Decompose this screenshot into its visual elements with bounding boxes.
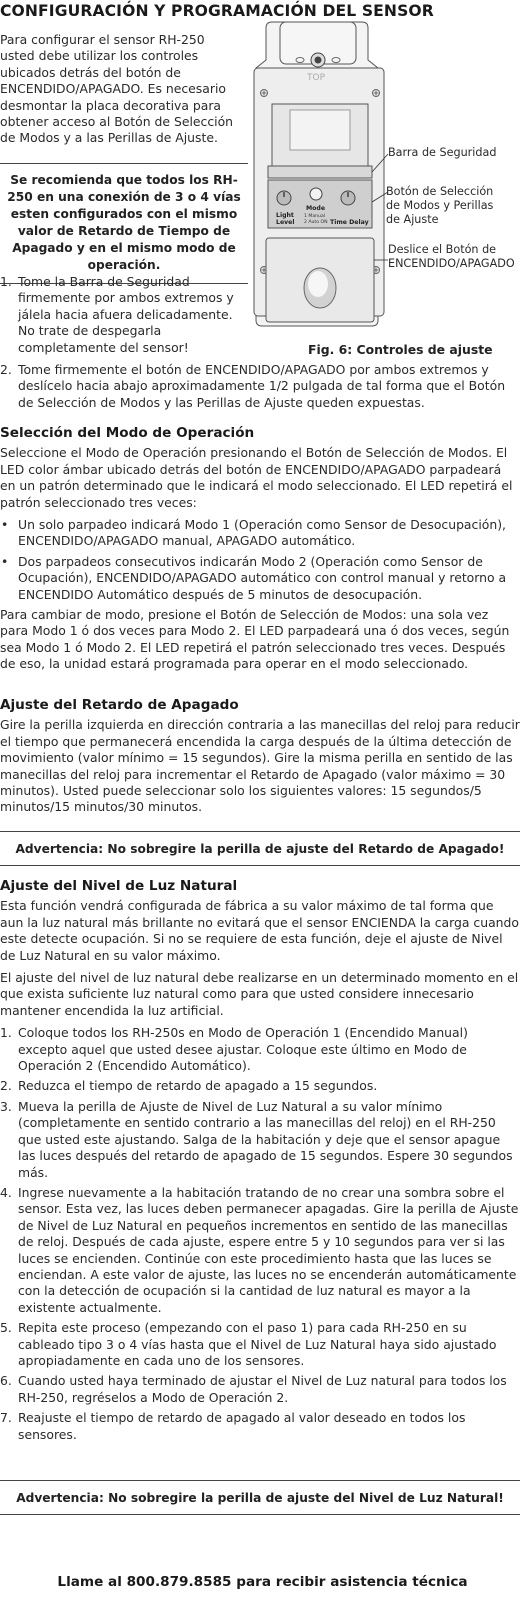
step-text: Ingrese nuevamente a la habitación tratando de no crear una sombra sobre el sensor. Esta vez, las luces deben permanecer apagadas. Gire la perilla de Ajuste de Nivel de Luz Natural en pequeños incrementos en sentido de las manecillas de reloj. Después de cada ajuste, espere entre 5 y 10 segundos para ver si las luces se encienden. Continúe con este procedimiento hasta que las luces se enciendan. A este valor de ajuste, las luces no se encenderán automáticamente con la detección de ocupación si la cantidad de luz natural es mayor a la existente actualmente.: [18, 1184, 519, 1315]
level-label: Level: [276, 219, 295, 226]
list-item: • Dos parpadeos consecutivos indicarán Modo 2 (Operación como Sensor de Ocupación), ENCENDIDO/APAGADO automático con control manual y retorno a ENCENDIDO Automático después de 5 minutos de desocupación.: [1, 553, 507, 602]
step-text: Repita este proceso (empezando con el paso 1) para cada RH-250 en su cableado tipo 3 o 4 vías hasta que el Nivel de Luz Natural haya sido ajustado apropiadamente en cada uno de los sensores.: [18, 1320, 497, 1368]
step-text: Tome firmemente el botón de ENCENDIDO/APAGADO por ambos extremos y deslícelo hacia abajo aproximadamente 1/2 pulgada de tal forma que el Botón de Selección de Modos y las Perillas de Ajuste queden expuestas.: [18, 362, 506, 410]
step-number: 2.: [0, 362, 12, 377]
time-delay-label: Time Delay: [330, 219, 369, 226]
step-text: Reduzca el tiempo de retardo de apagado a 15 segundos.: [18, 1078, 378, 1094]
step-number: 1.: [0, 1025, 12, 1041]
step-number: 5.: [0, 1320, 12, 1336]
manual-label: 1 Manual: [304, 214, 326, 219]
warning-light: Advertencia: No sobregire la perilla de ajuste del Nivel de Luz Natural!: [0, 1480, 520, 1515]
bullet-text: Dos parpadeos consecutivos indicarán Modo 2 (Operación como Sensor de Ocupación), ENCENDIDO/APAGADO automático con control manual y retorno a ENCENDIDO Automático después de 5 minutos de desocupación.: [18, 553, 507, 602]
list-item: [0, 1078, 520, 1094]
delay-section: [0, 697, 520, 822]
bullet-text: Un solo parpadeo indicará Modo 1 (Operación como Sensor de Desocupación), ENCENDIDO/APAGADO manual, APAGADO automático.: [18, 517, 506, 549]
delay-body: Gire la perilla izquierda en dirección contraria a las manecillas del reloj para reducir el tiempo que permanecerá encendida la carga después de la última detección de movimiento (valor mínimo = 15 segundos). Gire la misma perilla en sentido de las manecillas del reloj para incrementar el Retardo de Apagado (valor máximo = 30 minutos). Usted puede seleccionar solo los siguientes valores: 15 segundos/5 minutos/15 minutos/30 minutos.: [0, 717, 520, 815]
step-text: Tome la Barra de Seguridad firmemente por ambos extremos y jálela hacia afuera delicadamente. No trate de despegarla completamente del sensor!: [18, 274, 234, 355]
page-title: CONFIGURACIÓN Y PROGRAMACIÓN DEL SENSOR: [0, 2, 434, 20]
light-label: Light: [276, 212, 294, 219]
step-number: 1.: [0, 274, 12, 289]
step-text: Reajuste el tiempo de retardo de apagado al valor deseado en todos los sensores.: [18, 1410, 466, 1442]
figure-caption: Fig. 6: Controles de ajuste: [308, 342, 493, 357]
step-text: Cuando usted haya terminado de ajustar el Nivel de Luz natural para todos los RH-250, regréselos a Modo de Operación 2.: [18, 1373, 507, 1405]
mode-label: Mode: [306, 205, 326, 212]
light-steps: [0, 1025, 520, 1443]
footer-support-line: Llame al 800.879.8585 para recibir asistencia técnica: [57, 1574, 468, 1590]
step-text: Coloque todos los RH-250s en Modo de Operación 1 (Encendido Manual) excepto aquel que usted desee ajustar. Coloque este último en Modo de Operación 2 (Encendido Automático).: [18, 1025, 468, 1074]
callout-mode-button: [386, 185, 493, 227]
callout-slide-line1: Deslice el Botón de: [388, 243, 497, 256]
callout-slide-button: [388, 243, 515, 271]
auto-label: 2 Auto ON: [304, 220, 328, 225]
mode-section: [0, 425, 520, 679]
list-item: [0, 1373, 520, 1406]
setup-step-2: [0, 362, 520, 411]
callout-mode-line1: Botón de Selección: [386, 185, 494, 198]
light-heading: Ajuste del Nivel de Luz Natural: [0, 878, 238, 894]
list-item: [0, 1320, 520, 1369]
delay-heading: Ajuste del Retardo de Apagado: [0, 697, 239, 713]
step-number: 2.: [0, 1078, 12, 1094]
step-text: Mueva la perilla de Ajuste de Nivel de Luz Natural a su valor mínimo (completamente en sentido contrario a las manecillas del reloj) en el RH-250 que usted este ajustando. Salga de la habitación y deje que el sensor apague las luces después del retardo de apagado de 15 segundos. Espere 30 segundos más.: [18, 1098, 513, 1180]
top-label: TOP: [307, 73, 326, 83]
mode-outro: Para cambiar de modo, presione el Botón de Selección de Modos: una sola vez para Modo 1 ó dos veces para Modo 2. El LED parpadeará una ó dos veces, según sea Modo 1 ó Modo 2. El LED repetirá el patrón seleccionado tres veces. Después de eso, la unidad estará programada para operar en el modo seleccionado.: [0, 607, 510, 672]
list-item: [0, 1025, 520, 1074]
step-number: 4.: [0, 1184, 12, 1200]
mode-button: [310, 188, 322, 200]
callout-mode-line3: de Ajuste: [386, 213, 439, 226]
step-number: 7.: [0, 1410, 12, 1426]
list-item: • Un solo parpadeo indicará Modo 1 (Operación como Sensor de Desocupación), ENCENDIDO/APAGADO manual, APAGADO automático.: [1, 517, 506, 549]
mode-intro: Seleccione el Modo de Operación presionando el Botón de Selección de Modos. El LED color ámbar ubicado detrás del botón de ENCENDIDO/APAGADO parpadeará en un patrón determinado que le indicará el modo seleccionado. El LED repetirá el patrón seleccionado tres veces:: [0, 445, 513, 510]
callout-mode-line2: de Modos y Perillas: [386, 199, 494, 212]
light-p2: El ajuste del nivel de luz natural debe realizarse en un determinado momento en el que exista suficiente luz natural como para que usted considere innecesario mantener encendida la luz artificial.: [0, 970, 519, 1018]
mode-heading: Selección del Modo de Operación: [0, 425, 255, 441]
safety-bar: [268, 166, 372, 178]
light-p1: Esta función vendrá configurada de fábrica a su valor máximo de tal forma que aun la luz natural más brillante no evitará que el sensor ENCIENDA la carga cuando este detecte ocupación. Si no se requiere de esta función, deje el ajuste de Nivel de Luz Natural en su valor máximo.: [0, 898, 519, 963]
list-item: [0, 1410, 520, 1443]
recommendation-box: Se recomienda que todos los RH-250 en una conexión de 3 o 4 vías esten configurados con el mismo valor de Retardo de Tiempo de Apagado y en el mismo modo de operación.: [0, 163, 248, 284]
callout-slide-line2: ENCENDIDO/APAGADO: [388, 257, 515, 270]
list-item: [0, 1099, 520, 1181]
setup-step-1: [0, 274, 240, 356]
light-section: [0, 878, 520, 1447]
step-number: 3.: [0, 1098, 12, 1114]
warning-delay: Advertencia: No sobregire la perilla de ajuste del Retardo de Apagado!: [0, 831, 520, 866]
callout-safety-bar: Barra de Seguridad: [388, 146, 497, 159]
mode-bullets: [0, 517, 520, 603]
step-number: 6.: [0, 1373, 12, 1389]
intro-paragraph: Para configurar el sensor RH-250 usted debe utilizar los controles ubicados detrás del botón de ENCENDIDO/APAGADO. Es necesario desmontar la placa decorativa para obtener acceso al Botón de Selección de Modos y a las Perillas de Ajuste.: [0, 32, 234, 146]
list-item: [0, 1185, 520, 1316]
